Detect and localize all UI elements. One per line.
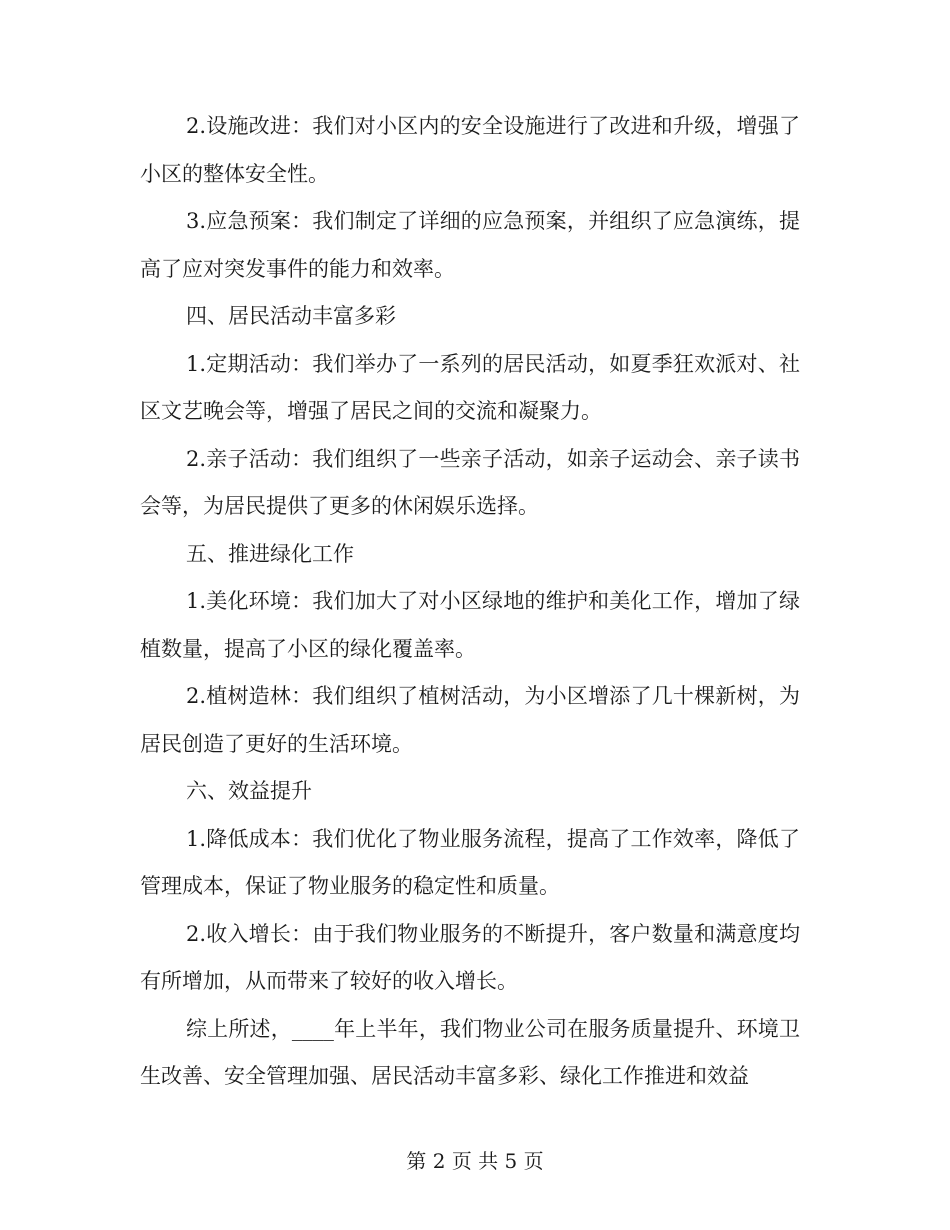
paragraph-facility-improvement: 2.设施改进：我们对小区内的安全设施进行了改进和升级，增强了小区的整体安全性。 (140, 114, 800, 186)
paragraph-parent-child-activities: 2.亲子活动：我们组织了一些亲子活动，如亲子运动会、亲子读书会等，为居民提供了更多的休闲娱乐选择。 (140, 446, 800, 518)
paragraph-revenue-growth: 2.收入增长：由于我们物业服务的不断提升，客户数量和满意度均有所增加，从而带来了较好的收入增长。 (140, 921, 800, 993)
section-heading-resident-activities: 四、居民活动丰富多彩 (186, 304, 396, 328)
document-body (140, 103, 800, 1101)
section-heading-benefit: 六、效益提升 (186, 779, 312, 803)
paragraph-tree-planting: 2.植树造林：我们组织了植树活动，为小区增添了几十棵新树，为居民创造了更好的生活环境。 (140, 684, 800, 756)
paragraph-emergency-plan: 3.应急预案：我们制定了详细的应急预案，并组织了应急演练，提高了应对突发事件的能力和效率。 (140, 209, 800, 281)
paragraph-regular-activities: 1.定期活动：我们举办了一系列的居民活动，如夏季狂欢派对、社区文艺晚会等，增强了居民之间的交流和凝聚力。 (140, 351, 800, 423)
paragraph-cost-reduction: 1.降低成本：我们优化了物业服务流程，提高了工作效率，降低了管理成本，保证了物业服务的稳定性和质量。 (140, 826, 800, 898)
page-number-footer: 第 2 页 共 5 页 (406, 1149, 544, 1173)
paragraph-beautify-environment: 1.美化环境：我们加大了对小区绿地的维护和美化工作，增加了绿植数量，提高了小区的绿化覆盖率。 (140, 589, 800, 661)
section-heading-greening: 五、推进绿化工作 (186, 541, 354, 566)
paragraph-summary: 综上所述，____年上半年，我们物业公司在服务质量提升、环境卫生改善、安全管理加强、居民活动丰富多彩、绿化工作推进和效益 (140, 1016, 800, 1088)
